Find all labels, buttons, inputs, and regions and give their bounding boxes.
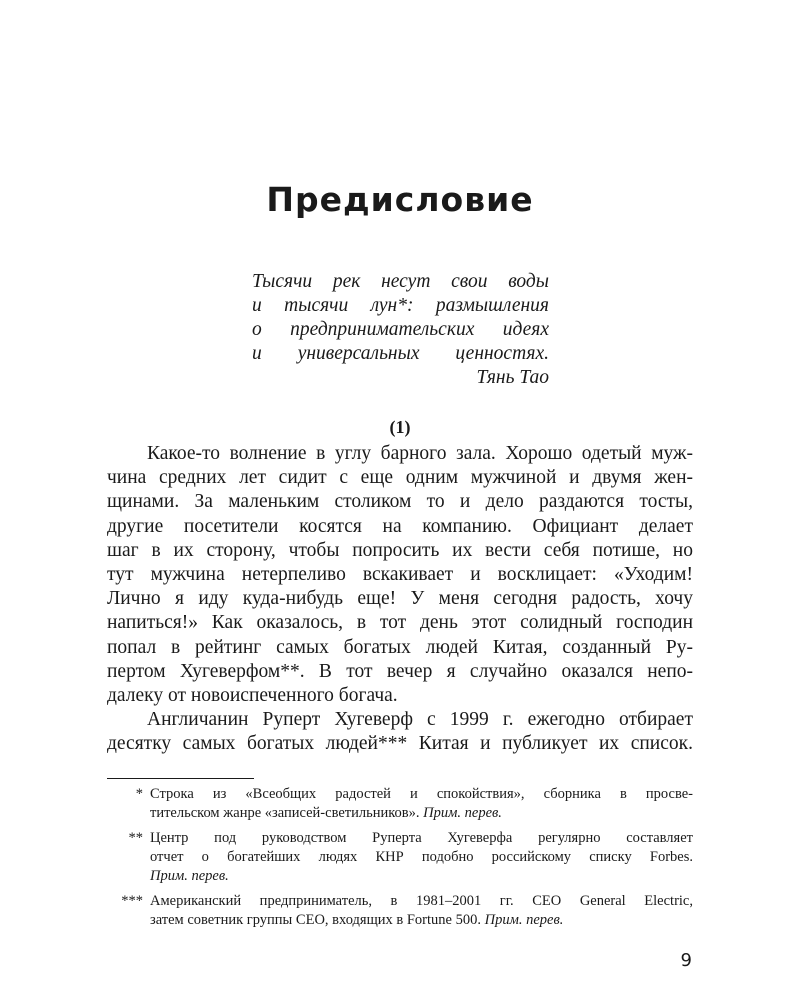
- body-line: далеку от новоиспеченного богача.: [107, 685, 398, 707]
- footnote-line: Центр под руководством Руперта Хугеверфа регулярно составляет: [150, 830, 693, 846]
- body-line: другие посетители косятся на компанию. Официант делает: [107, 515, 693, 537]
- footnote: [107, 892, 693, 930]
- footnote: [107, 785, 693, 823]
- epigraph-line: о предпринимательских идеях: [252, 319, 549, 340]
- chapter-title: Предисловие: [266, 180, 534, 219]
- footnote-line: [150, 867, 693, 886]
- body-line: попал в рейтинг самых богатых людей Китая, созданный Ру-: [107, 636, 693, 658]
- translator-note: Прим. перев.: [150, 868, 229, 884]
- epigraph-line: и тысячи лун*: размышления: [252, 295, 549, 316]
- epigraph: [252, 270, 549, 390]
- page-number: 9: [680, 950, 692, 971]
- epigraph-line: и универсальных ценностях.: [252, 343, 549, 364]
- footnote-mark: *: [135, 786, 143, 802]
- footnote-line: отчет о богатейших людях КНР подобно российскому списку Forbes.: [150, 849, 693, 865]
- body-line: пертом Хугеверфом**. В тот вечер я случайно оказался непо-: [107, 660, 693, 682]
- body-line: напиться!» Как оказалось, в тот день этот солидный господин: [107, 612, 693, 634]
- footnote-line: затем советник группы CEO, входящих в Fortune 500. Прим. перев.: [150, 912, 564, 928]
- body-line: Англичанин Руперт Хугеверф с 1999 г. ежегодно отбирает: [147, 709, 693, 731]
- body-line: Какое-то волнение в углу барного зала. Хорошо одетый муж-: [147, 443, 693, 464]
- body-line: десятку самых богатых людей*** Китая и публикует их список.: [107, 733, 693, 755]
- footnotes: [107, 785, 693, 936]
- body-line: тут мужчина нетерпеливо вскакивает и восклицает: «Уходим!: [107, 564, 693, 586]
- footnote-separator: [107, 778, 254, 779]
- footnote-line: тительском жанре «записей-светильников». Прим. перев.: [150, 805, 502, 821]
- footnote-line: Строка из «Всеобщих радостей и спокойствия», сборника в просве-: [150, 786, 693, 802]
- epigraph-author: Тянь Тао: [476, 367, 549, 388]
- footnote-mark: **: [128, 830, 143, 846]
- epigraph-line: Тысячи рек несут свои воды: [252, 271, 549, 292]
- body-line: щинами. За маленьким столиком то и дело раздаются тосты,: [107, 491, 693, 513]
- body-line: шаг в их сторону, чтобы попросить их вести себя потише, но: [107, 539, 693, 561]
- translator-note: Прим. перев.: [423, 805, 502, 821]
- section-number: (1): [389, 417, 411, 437]
- body-line: Лично я иду куда-нибудь еще! У меня сегодня радость, хочу: [107, 588, 693, 610]
- translator-note: Прим. перев.: [484, 912, 564, 928]
- footnote-line: Американский предприниматель, в 1981–2001 гг. CEO General Electric,: [150, 893, 693, 909]
- body-line: чина средних лет сидит с еще одним мужчиной и двумя жен-: [107, 467, 693, 489]
- body-text: [107, 442, 693, 757]
- footnote-mark: ***: [121, 893, 143, 909]
- footnote: [107, 829, 693, 886]
